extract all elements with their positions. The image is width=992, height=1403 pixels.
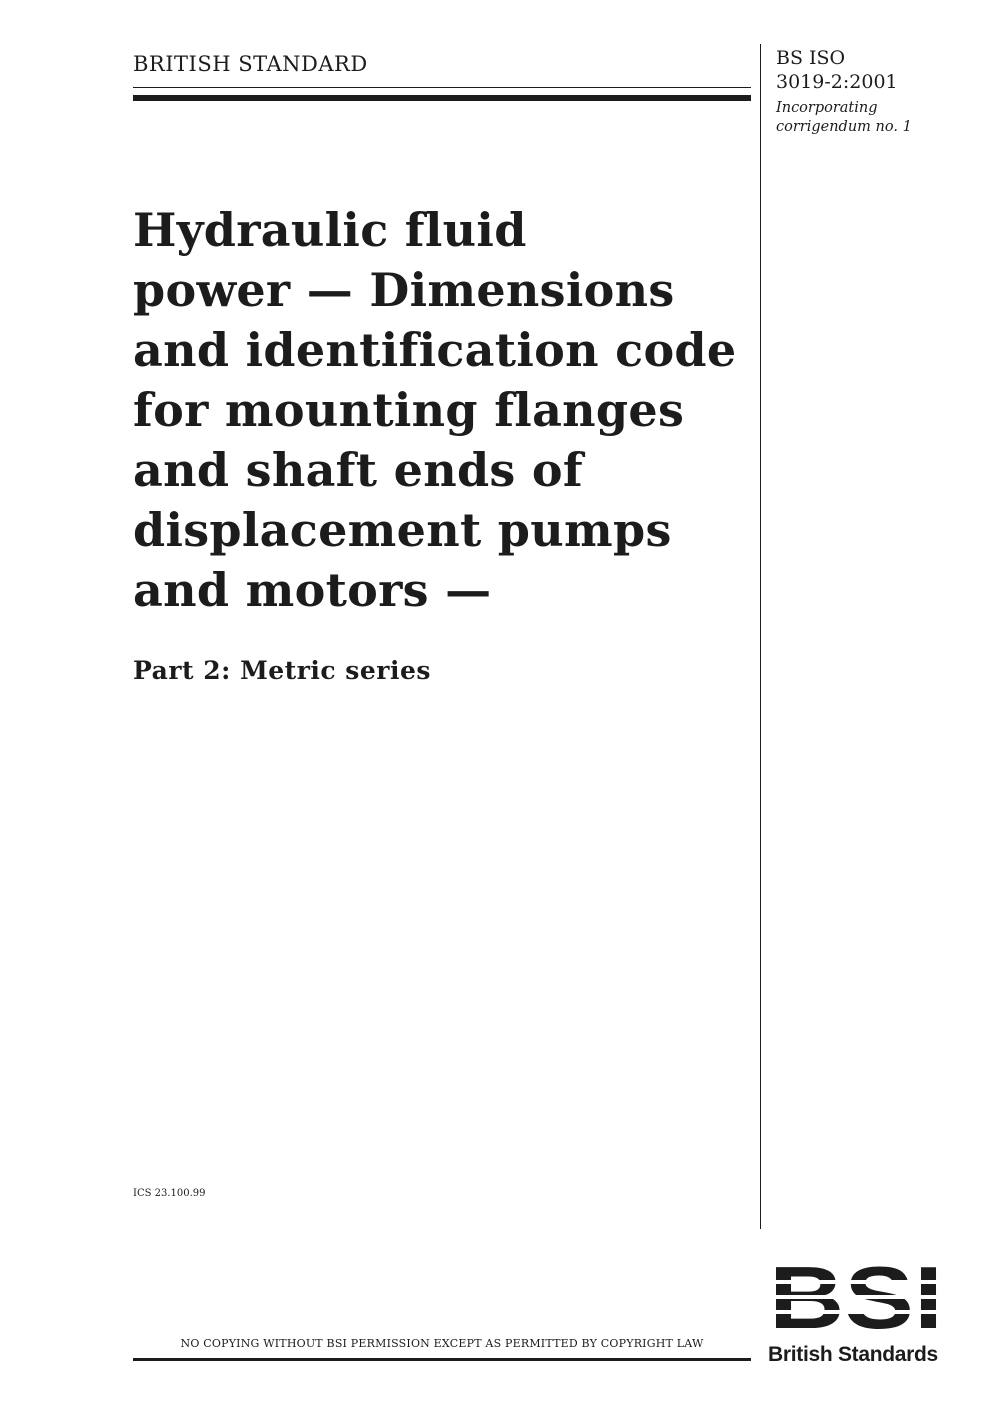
incorporating-line2: corrigendum no. 1 bbox=[776, 119, 912, 135]
standard-number-line2: 3019-2:2001 bbox=[776, 71, 898, 93]
bsi-logo-icon bbox=[768, 1262, 944, 1330]
title-line: and motors — bbox=[133, 563, 492, 617]
document-title bbox=[133, 200, 736, 620]
title-line: and shaft ends of bbox=[133, 443, 583, 497]
title-line: power — Dimensions bbox=[133, 263, 675, 317]
standard-number-line1: BS ISO bbox=[776, 47, 846, 69]
title-line: Hydraulic fluid bbox=[133, 203, 527, 257]
part-title: Part 2: Metric series bbox=[133, 656, 431, 685]
standard-number bbox=[776, 46, 898, 94]
header-rule-bar bbox=[133, 95, 751, 101]
vertical-divider bbox=[760, 44, 761, 1229]
ics-code: ICS 23.100.99 bbox=[133, 1188, 206, 1199]
title-line: for mounting flanges bbox=[133, 383, 685, 437]
copyright-notice: NO COPYING WITHOUT BSI PERMISSION EXCEPT AS PERMITTED BY COPYRIGHT LAW bbox=[180, 1337, 704, 1350]
header-rule-thin bbox=[133, 87, 751, 88]
title-line: and identification code bbox=[133, 323, 737, 377]
bsi-tagline: British Standards bbox=[768, 1343, 938, 1366]
series-label: BRITISH STANDARD bbox=[133, 52, 368, 76]
footer-rule bbox=[133, 1358, 751, 1361]
incorporating-line1: Incorporating bbox=[776, 100, 878, 116]
incorporating-note bbox=[776, 99, 912, 137]
title-line: displacement pumps bbox=[133, 503, 672, 557]
